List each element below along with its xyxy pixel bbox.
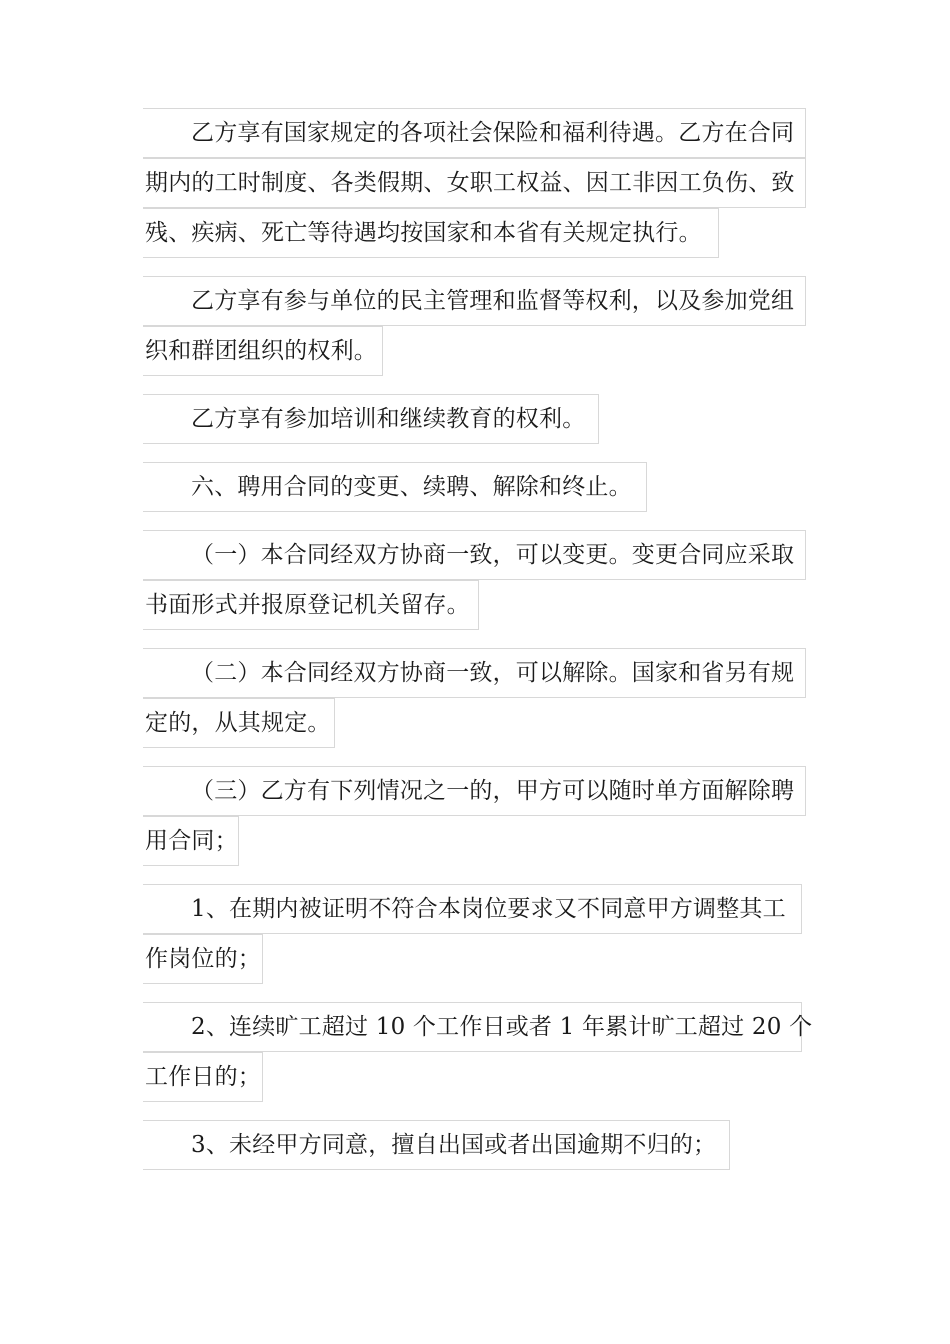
text-line-13: 用合同； xyxy=(143,816,239,866)
text-line-8: （一）本合同经双方协商一致，可以变更。变更合同应采取 xyxy=(143,530,806,580)
text-line-10: （二）本合同经双方协商一致，可以解除。国家和省另有规 xyxy=(143,648,806,698)
text-line-16: 2、连续旷工超过 10 个工作日或者 1 年累计旷工超过 20 个 xyxy=(143,1002,802,1052)
text-line-4: 乙方享有参与单位的民主管理和监督等权利，以及参加党组 xyxy=(143,276,806,326)
text-line-6: 乙方享有参加培训和继续教育的权利。 xyxy=(143,394,599,444)
text-line-15: 作岗位的； xyxy=(143,934,263,984)
text-line-11: 定的，从其规定。 xyxy=(143,698,335,748)
text-line-9: 书面形式并报原登记机关留存。 xyxy=(143,580,479,630)
text-line-3: 残、疾病、死亡等待遇均按国家和本省有关规定执行。 xyxy=(143,208,719,258)
text-line-18: 3、未经甲方同意，擅自出国或者出国逾期不归的； xyxy=(143,1120,730,1170)
text-line-2: 期内的工时制度、各类假期、女职工权益、因工非因工负伤、致 xyxy=(143,158,806,208)
text-line-7: 六、聘用合同的变更、续聘、解除和终止。 xyxy=(143,462,647,512)
text-line-5: 织和群团组织的权利。 xyxy=(143,326,383,376)
text-line-17: 工作日的； xyxy=(143,1052,263,1102)
text-line-12: （三）乙方有下列情况之一的，甲方可以随时单方面解除聘 xyxy=(143,766,806,816)
text-line-1: 乙方享有国家规定的各项社会保险和福利待遇。乙方在合同 xyxy=(143,108,806,158)
text-line-14: 1、在期内被证明不符合本岗位要求又不同意甲方调整其工 xyxy=(143,884,802,934)
